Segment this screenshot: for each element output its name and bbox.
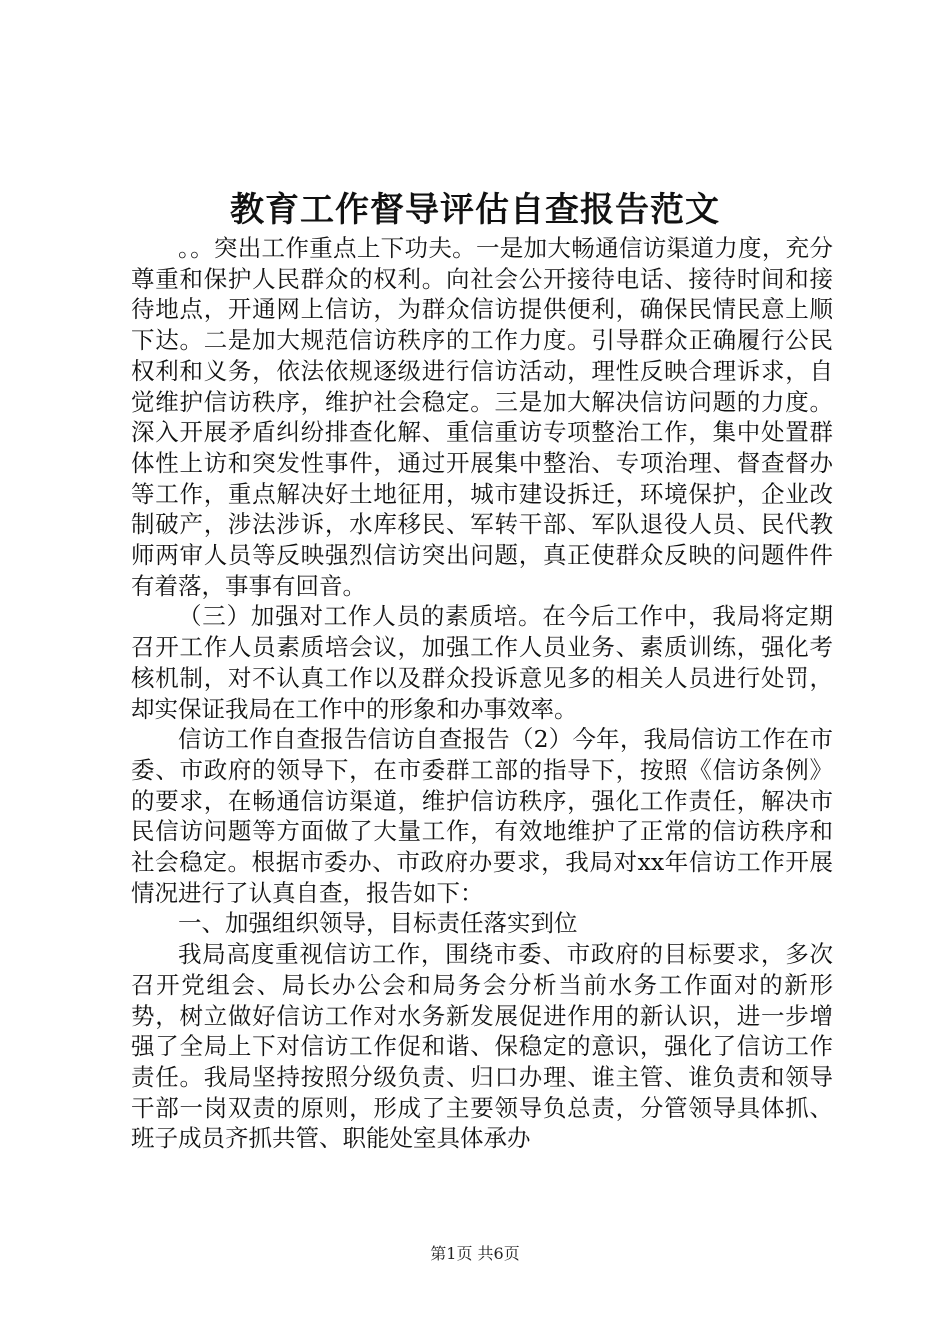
paragraph-2: （三）加强对工作人员的素质培。在今后工作中，我局将定期召开工作人员素质培会议，加强工作人员业务、素质训练，强化考核机制，对不认真工作以及群众投诉意见多的相关人员进行处罚，却实保证我局在工作中的形象和办事效率。	[131, 602, 833, 723]
document-body	[131, 233, 833, 1154]
paragraph-4: 我局高度重视信访工作，围绕市委、市政府的目标要求，多次召开党组会、局长办公会和局务会分析当前水务工作面对的新形势，树立做好信访工作对水务新发展促进作用的新认识，进一步增强了全局上下对信访工作促和谐、保稳定的意识，强化了信访工作责任。我局坚持按照分级负责、归口办理、谁主管、谁负责和领导干部一岗双责的原则，形成了主要领导负总责，分管领导具体抓、班子成员齐抓共管、职能处室具体承办	[131, 940, 833, 1153]
document-title: 教育工作督导评估自查报告范文	[230, 190, 720, 230]
paragraph-3: 信访工作自查报告信访自查报告（2）今年，我局信访工作在市委、市政府的领导下，在市委群工部的指导下，按照《信访条例》的要求，在畅通信访渠道，维护信访秩序，强化工作责任，解决市民信访问题等方面做了大量工作，有效地维护了正常的信访秩序和社会稳定。根据市委办、市政府办要求，我局对xx年信访工作开展情况进行了认真自查，报告如下：	[131, 725, 833, 907]
paragraph-1: 。。突出工作重点上下功夫。一是加大畅通信访渠道力度，充分尊重和保护人民群众的权利。向社会公开接待电话、接待时间和接待地点，开通网上信访，为群众信访提供便利，确保民情民意上顺下达。二是加大规范信访秩序的工作力度。引导群众正确履行公民权利和义务，依法依规逐级进行信访活动，理性反映合理诉求，自觉维护信访秩序，维护社会稳定。三是加大解决信访问题的力度。深入开展矛盾纠纷排查化解、重信重访专项整治工作，集中处置群体性上访和突发性事件，通过开展集中整治、专项治理、督查督办等工作，重点解决好土地征用，城市建设拆迁，环境保护，企业改制破产，涉法涉诉，水库移民、军转干部、军队退役人员、民代教师两审人员等反映强烈信访突出问题，真正使群众反映的问题件件有着落，事事有回音。	[131, 234, 833, 600]
page-footer: 第1页 共6页	[430, 1244, 520, 1263]
section-heading-1: 一、加强组织领导，目标责任落实到位	[178, 909, 578, 938]
